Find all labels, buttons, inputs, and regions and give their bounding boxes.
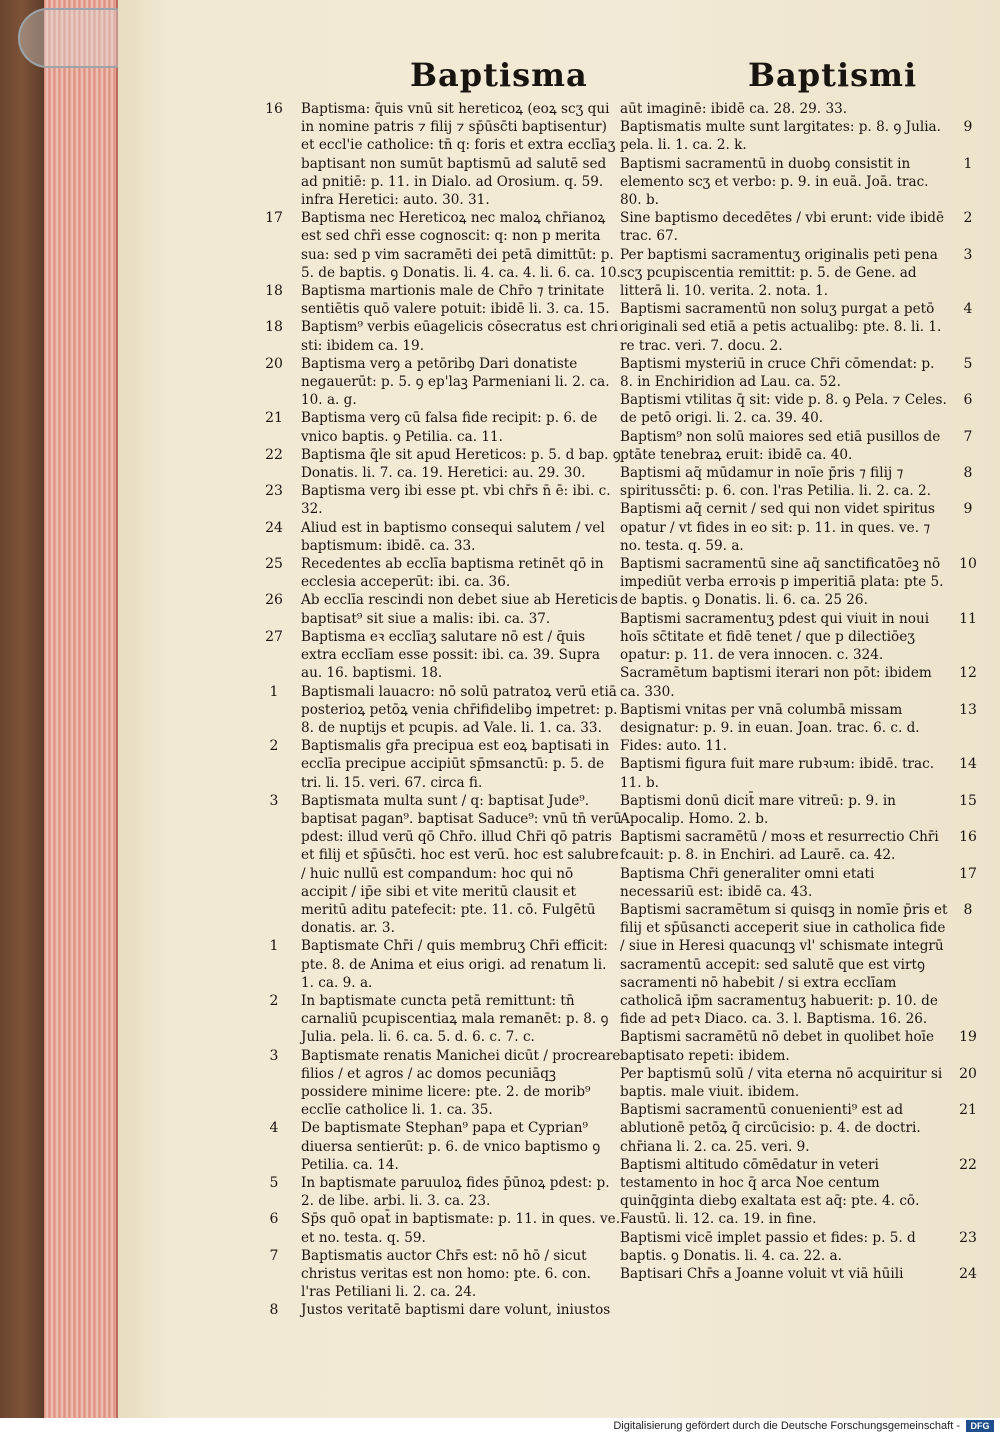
entry-text: Baptismi mysteriū in cruce Chr̄i cōmendat: p. 8. in Enchiridion ad Lau. ca. 52.: [620, 355, 935, 391]
index-entry: [620, 300, 1000, 355]
entry-number: 13: [959, 701, 977, 718]
entry-number: 21: [959, 1102, 977, 1119]
entry-number: 2: [269, 992, 279, 1009]
entry-text: Baptism⁹ non solū maiores sed etiā pusillos de ptāte tenebraꝝ eruit: ibidē ca. 40.: [620, 428, 941, 463]
book-page: [118, 0, 1000, 1418]
entry-text: Baptismatis multe sunt largitates: p. 8. ꝯ Julia. pela. li. 1. ca. 2. k.: [620, 119, 941, 154]
entry-number: 18: [265, 319, 283, 336]
index-entry: [620, 1265, 1000, 1283]
entry-text: Baptisma q̄le sit apud Hereticos: p. 5. d bap. ꝯ Donatis. li. 7. ca. 19. Heretici: au. 29. 30.: [301, 446, 621, 482]
index-entry: [620, 1065, 1000, 1101]
header-left-title: Baptisma: [410, 56, 588, 94]
entry-text: Baptismi vtilitas q̄ sit: vide p. 8. ꝯ Pela. ⁊ Celes. de petō origi. li. 2. ca. 39. 40.: [620, 392, 947, 427]
entry-text: Per baptismi sacramentuʒ originalis peti pena scʒ pcupiscentia remittit: p. 5. de Gene. ad litterā li. 10. verita. 2. nota. 1.: [620, 246, 938, 300]
index-entry: [620, 555, 1000, 610]
index-entry: [620, 391, 1000, 427]
entry-text: Baptisma eꝛ ecclīaʒ salutare nō est / q̄uis extra ecclīam esse possit: ibi. ca. 39. Supra au. 16. baptismi. 18.: [301, 628, 601, 682]
index-entry: [620, 701, 1000, 756]
entry-number: 5: [963, 355, 973, 372]
entry-number: 8: [963, 901, 973, 918]
entry-text: In baptismate paruuloꝝ fides p̄ūnoꝝ pdest: p. 2. de libe. arbi. li. 3. ca. 23.: [301, 1174, 610, 1210]
entry-text: Baptismi sacramentū conuenienti⁹ est ad ablutionē petōꝝ q̄ circūcisio: p. 4. de doctri. chr̄iana li. 2. ca. 25. veri. 9.: [620, 1102, 921, 1155]
entry-text: Baptismi aq̄ cernit / sed qui non videt spiritus opatur / vt fides in eo sit: p. 11. in ques. ve. ⁊ no. testa. q. 59. a.: [620, 501, 936, 554]
index-entry: [620, 100, 1000, 118]
index-entry: [620, 610, 1000, 665]
entry-text: Baptismi sacramētum si quisqꝫ in nomīe p̄ris et filij et sp̄ūsancti acceperit siue in catholica fide / siue in Heresi quacunqꝫ vl' schismate integrū sacramentū accepit: sed salutē que est virtꝯ sacramenti nō habebit / si extra ecclīam catholicā ip̄m sacramentuʒ habuerit: p. 10. de fide ad petꝛ Diaco. ca. 3. l. Baptisma. 16. 26.: [620, 901, 948, 1028]
entry-number: 8: [963, 465, 973, 482]
entry-text: Baptismata multa sunt / q: baptisat Jude⁹. baptisat pagan⁹. baptisat Saduce⁹: vnū tn̄ verū pdest: illud verū qō Chr̄o. illud Chr̄i qō patris et filij et sp̄ūsc̄ti. hoc est verū. hoc est salubre / huic nullū est compandum: hoc qui nō accipit / ip̄e sibi et vite meritū clausit et meritū aditu patefecit: pte. 11. cō. Fulgētū donatis. ar. 3.: [301, 792, 622, 937]
entry-number: 5: [269, 1174, 279, 1191]
entry-text: Baptismi vicē implet passio et fides: p. 5. d baptis. ꝯ Donatis. li. 4. ca. 22. a.: [620, 1229, 916, 1264]
entry-number: 24: [265, 519, 283, 536]
index-entry: [620, 865, 1000, 901]
index-entry: [620, 118, 1000, 154]
footer-bar: [0, 1418, 1000, 1435]
entry-number: 16: [265, 101, 283, 117]
index-entry: [620, 1028, 1000, 1064]
entry-text: Baptisari Chr̄s a Joanne voluit vt viā hūili: [620, 1266, 904, 1282]
entry-number: 3: [269, 792, 279, 809]
dfg-logo: DFG: [966, 1420, 994, 1432]
index-entry: [620, 664, 1000, 700]
index-entry: [620, 755, 1000, 791]
entry-text: Baptism⁹ verbis eūagelicis cōsecratus est chri sti: ibidem ca. 19.: [301, 319, 618, 354]
entry-number: 26: [265, 592, 283, 609]
index-entry: [620, 828, 1000, 864]
entry-number: 18: [265, 283, 283, 300]
entry-number: 1: [963, 155, 973, 172]
entry-number: 1: [269, 938, 279, 955]
entry-number: 9: [963, 501, 973, 518]
entry-text: Sine baptismo decedētes / vbi erunt: vide ibidē trac. 67.: [620, 210, 945, 245]
entry-number: 10: [959, 556, 977, 573]
entry-text: Baptisma verꝯ ibi esse pt. vbi chr̄s n̄ ē: ibi. c. 32.: [301, 483, 611, 518]
entry-text: Justos veritatē baptismi dare volunt, iniustos: [301, 1302, 611, 1319]
entry-number: 17: [959, 865, 977, 882]
entry-text: Aliud est in baptismo consequi salutem / vel baptismum: ibidē. ca. 33.: [301, 519, 605, 554]
entry-number: 7: [963, 428, 973, 445]
entry-number: 9: [963, 119, 973, 136]
entry-number: 2: [963, 210, 973, 227]
entry-text: Ab ecclīa rescindi non debet siue ab Hereticis baptisat⁹ sit siue a malis: ibi. ca. 37.: [301, 592, 618, 627]
entry-number: 24: [959, 1266, 977, 1282]
header-right-title: Baptismi: [748, 56, 918, 94]
entry-number: 25: [265, 556, 283, 573]
entry-number: 12: [959, 665, 977, 682]
entry-number: 3: [269, 1047, 279, 1064]
entry-number: 4: [963, 301, 973, 318]
entry-number: 16: [959, 829, 977, 846]
entry-number: 6: [269, 1211, 279, 1228]
entry-number: 1: [269, 683, 279, 700]
index-entry: [253, 1301, 723, 1319]
entry-text: Baptismi sacramētū nō debet in quolibet hoīe baptisato repeti: ibidem.: [620, 1029, 935, 1064]
entry-number: 15: [959, 792, 977, 809]
index-entry: [620, 209, 1000, 245]
entry-number: 20: [265, 355, 283, 372]
entry-number: 6: [963, 392, 973, 409]
entry-number: 22: [265, 446, 283, 463]
entry-text: Baptismi sacramentū non soluʒ purgat a petō originali sed etiā a petis actualibꝯ: pte. 8. li. 1. re trac. veri. 7. docu. 2.: [620, 301, 942, 354]
entry-text: Baptismi aq̄ mūdamur in noīe p̄ris ⁊ filij ⁊ spiritussc̄ti: p. 6. con. l'ras Petilia. li. 2. ca. 2.: [620, 465, 931, 500]
page-edges: [44, 0, 118, 1418]
book-cover: [0, 0, 44, 1418]
entry-number: 23: [265, 483, 283, 500]
entry-text: Baptismi sacramentuʒ pdest qui viuit in noui hoīs sc̄titate et fidē tenet / que p dilectiōeʒ opatur: p. 11. de vera innocen. c. 324.: [620, 610, 930, 664]
entry-text: De baptismate Stephan⁹ papa et Cyprian⁹ diuersa sentierūt: p. 6. de vnico baptismo ꝯ Petilia. ca. 14.: [301, 1120, 601, 1173]
entry-number: 20: [959, 1065, 977, 1082]
index-entry: [620, 155, 1000, 210]
entry-number: 19: [959, 1029, 977, 1046]
entry-number: 3: [963, 246, 973, 263]
entry-text: Baptismi vnitas per vnā columbā missam designatur: p. 9. in euan. Joan. trac. 6. c. d. Fides: auto. 11.: [620, 701, 920, 755]
index-entry: [620, 792, 1000, 828]
index-entry: [620, 1156, 1000, 1229]
entry-number: 23: [959, 1229, 977, 1246]
entry-number: 2: [269, 738, 279, 755]
entry-text: Per baptismū solū / vita eterna nō acquiritur si baptis. male viuit. ibidem.: [620, 1065, 943, 1100]
right-column: [620, 100, 1000, 1283]
entry-text: Baptismi sacramētū / moꝛs et resurrectio Chr̄i fcauit: p. 8. in Enchiri. ad Laurē. ca. 42.: [620, 829, 939, 864]
index-entry: [620, 1229, 1000, 1265]
index-entry: [620, 428, 1000, 464]
entry-number: 21: [265, 410, 283, 427]
entry-number: 4: [269, 1120, 279, 1137]
entry-number: 22: [959, 1156, 977, 1173]
entry-text: In baptismate cuncta petā remittunt: tn̄ carnaliū pcupiscentiaꝝ mala remanēt: p. 8. ꝯ Julia. pela. li. 6. ca. 5. d. 6. c. 7. c.: [301, 992, 609, 1046]
entry-number: 8: [269, 1302, 279, 1319]
entry-text: Baptismi altitudo cōmēdatur in veteri testamento in hoc q̄ arca Noe centum quinq̄ginta diebꝯ exaltata est aq̄: pte. 4. cō. Faustū. li. 12. ca. 19. in fine.: [620, 1156, 920, 1228]
entry-text: Baptismate Chr̄i / quis membruʒ Chr̄i efficit: pte. 8. de Anima et eius origi. ad renatum li. 1. ca. 9. a.: [301, 938, 608, 991]
entry-number: 17: [265, 210, 283, 227]
entry-text: Baptismi sacramentū sine aq̄ sanctificatōeꝫ nō impediūt verba erroꝛis p imperitiā plata: pte 5. de baptis. ꝯ Donatis. li. 6. ca. 25 26.: [620, 556, 944, 609]
entry-text: Baptisma verꝯ cū falsa fide recipit: p. 6. de vnico baptis. ꝯ Petilia. ca. 11.: [301, 410, 598, 445]
entry-text: Baptismalis gr̄a precipua est eoꝝ baptisati in ecclīa precipue accipiūt sp̄msanctū: p. 5. de tri. li. 15. veri. 67. circa fi.: [301, 738, 610, 791]
index-entry: [620, 901, 1000, 1028]
entry-text: Baptismi donū dicit̄ mare vitreū: p. 9. in Apocalip. Homo. 2. b.: [620, 792, 896, 827]
entry-number: 7: [269, 1247, 279, 1264]
entry-text: Baptismi figura fuit mare rubꝛum: ibidē. trac. 11. b.: [620, 756, 935, 791]
index-entry: [620, 500, 1000, 555]
entry-number: 27: [265, 628, 283, 645]
entry-text: Baptisma: q̄uis vnū sit hereticoꝝ (eoꝝ scʒ qui in nomine patris ⁊ filij ⁊ sp̄ūsc̄ti baptisentur) et eccl'ie catholice: tn̄ q: foris et extra ecclīaʒ baptisant non sumūt baptismū ad salutē sed ad pnitiē: p. 11. in Dialo. ad Orosium. q. 59. infra Heretici: auto. 30. 31.: [301, 101, 616, 209]
entry-number: 14: [959, 756, 977, 773]
entry-text: Baptisma verꝯ a petōribꝯ Dari donatiste negauerūt: p. 5. ꝯ ep'laꝫ Parmeniani li. 2. ca. 10. a. g.: [301, 355, 610, 409]
entry-text: Baptisma nec Hereticoꝝ nec maloꝝ chr̄ianoꝝ est sed chr̄i esse cognoscit: q: non p merita sua: sed p vim sacramēti dei petā dimittūt: p. 5. de baptis. ꝯ Donatis. li. 4. ca. 4. li. 6. ca. 10.: [301, 210, 621, 281]
index-entry: [620, 1101, 1000, 1156]
entry-text: Baptismatis auctor Chr̄s est: nō hō / sicut christus veritas est non homo: pte. 6. con. l'ras Petiliani li. 2. ca. 24.: [301, 1247, 591, 1301]
entry-text: Sacramētum baptismi iterari non pōt: ibidem ca. 330.: [620, 665, 932, 700]
index-entry: [620, 464, 1000, 500]
index-entry: [620, 355, 1000, 391]
entry-text: Baptismate renatis Manichei dicūt / procreare filios / et agros / ac domos pecuniāqꝫ possidere minime licere: pte. 2. de morib⁹ ecclīe catholice li. 1. ca. 35.: [301, 1047, 621, 1119]
index-entry: [620, 246, 1000, 301]
entry-text: Sp̄s quō opat̄ in baptismate: p. 11. in ques. ve. et no. testa. q. 59.: [301, 1211, 621, 1246]
entry-number: [948, 100, 988, 118]
entry-text: aūt imaginē: ibidē ca. 28. 29. 33.: [620, 101, 848, 117]
entry-text: Baptismi sacramentū in duobꝯ consistit in elemento scʒ et verbo: p. 9. in euā. Joā. trac. 80. b.: [620, 155, 929, 209]
entry-text: Baptismali lauacro: nō solū patratoꝝ verū etiā posterioꝝ petōꝝ venia chr̄ifidelibꝯ impetret: p. 8. de nuptijs et pcupis. ad Vale. li. 1. ca. 33.: [301, 683, 618, 736]
entry-text: Recedentes ab ecclīa baptisma retinēt qō in ecclesia acceperūt: ibi. ca. 36.: [301, 556, 604, 591]
entry-text: Baptisma Chr̄i generaliter omni etati necessariū est: ibidē ca. 43.: [620, 865, 875, 900]
entry-text: Baptisma martionis male de Chr̄o ⁊ trinitate sentiētis quō valere potuit: ibidē li. 3. ca. 15.: [301, 283, 610, 318]
footer-text: Digitalisierung gefördert durch die Deutsche Forschungsgemeinschaft -: [613, 1420, 960, 1432]
entry-number: 11: [959, 610, 977, 627]
